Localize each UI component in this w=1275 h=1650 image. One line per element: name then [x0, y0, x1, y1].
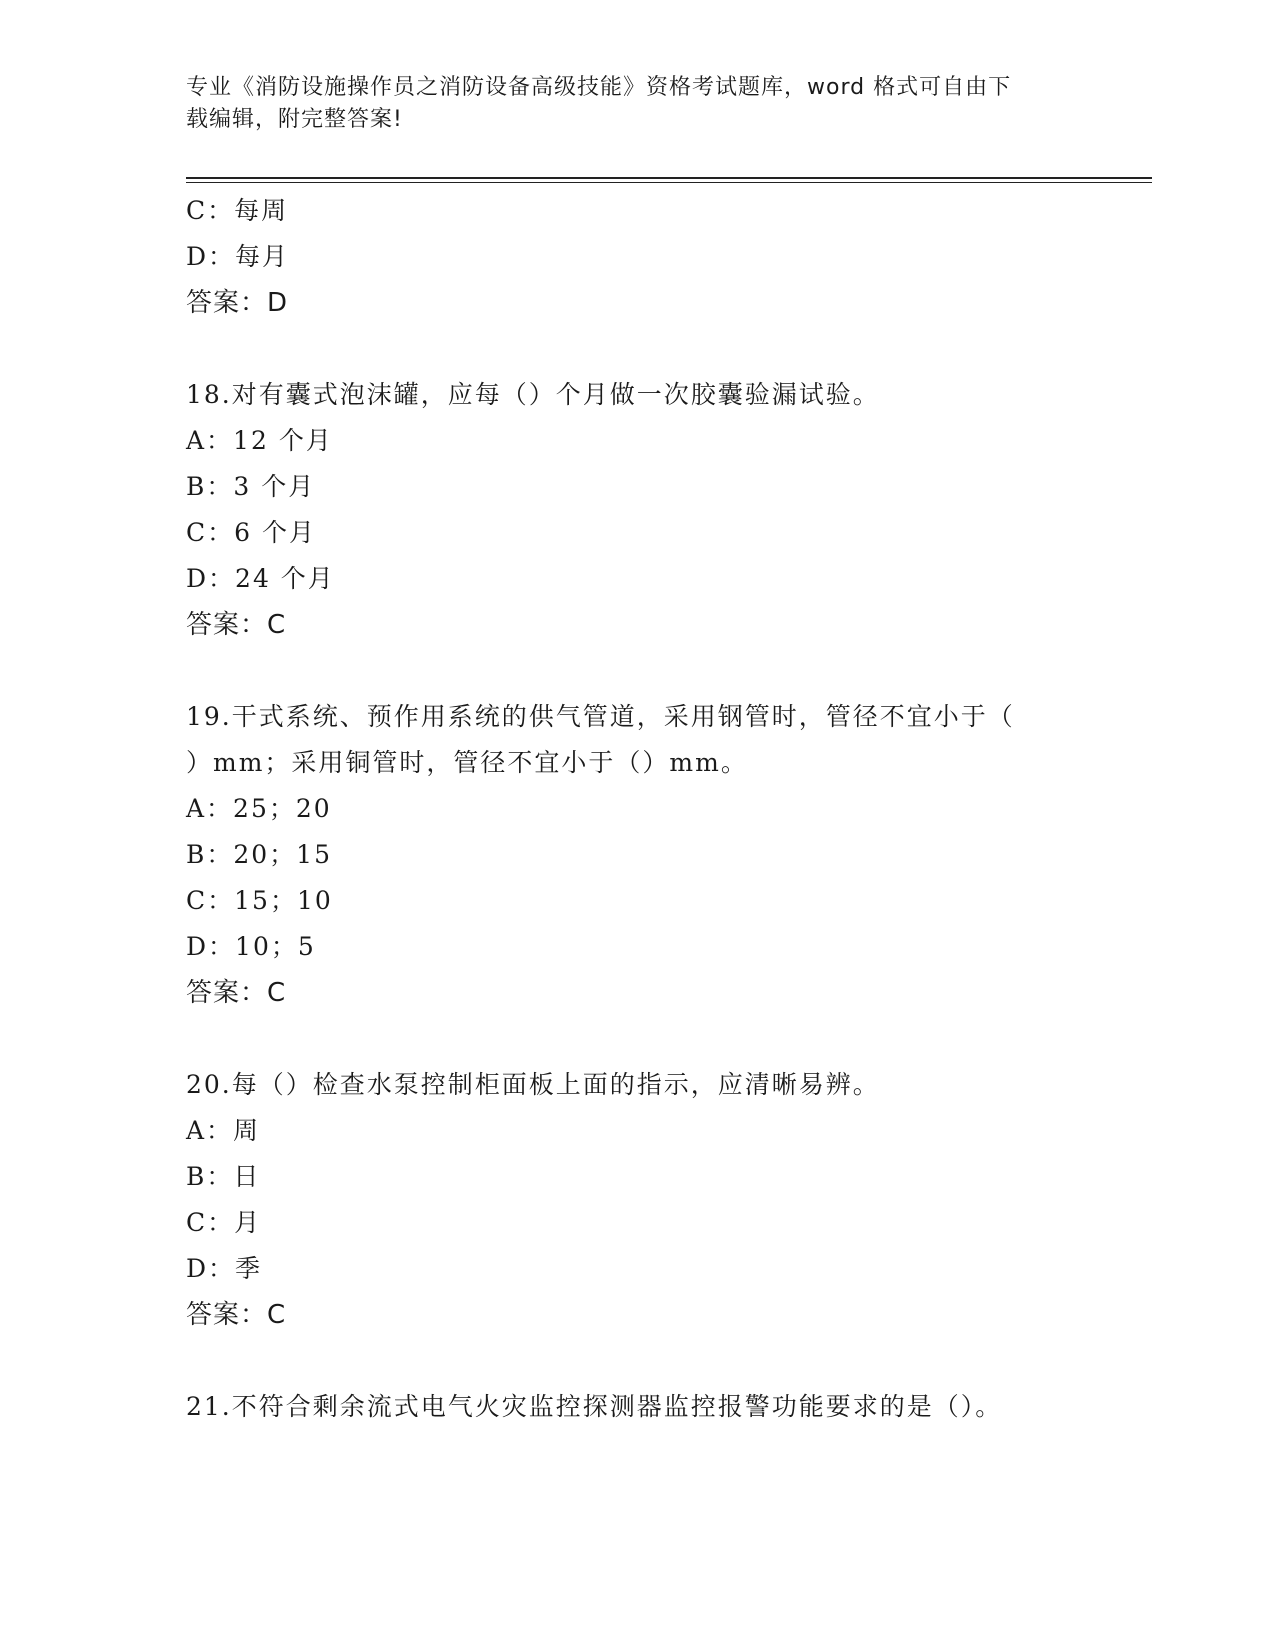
question-text-line-2: ）mm；采用铜管时，管径不宜小于（）mm。	[186, 748, 748, 777]
option-d: D：每月	[186, 242, 290, 271]
option-a: A：12 个月	[186, 426, 333, 455]
answer: 答案：C	[186, 1300, 287, 1330]
option-c: C：15；10	[186, 886, 333, 915]
option-a: A：周	[186, 1116, 261, 1145]
option-d: D：24 个月	[186, 564, 335, 593]
question-text: 18.对有囊式泡沫罐，应每（）个月做一次胶囊验漏试验。	[186, 380, 880, 409]
option-c: C：月	[186, 1208, 262, 1237]
question-21	[186, 1384, 1146, 1430]
option-d: D：10；5	[186, 932, 316, 961]
option-c: C：每周	[186, 196, 289, 225]
question-17-tail	[186, 188, 1146, 326]
answer: 答案：C	[186, 610, 287, 640]
header-rule-thick	[186, 177, 1152, 179]
question-text: 21.不符合剩余流式电气火灾监控探测器监控报警功能要求的是（）。	[186, 1392, 1003, 1421]
answer: 答案：D	[186, 288, 289, 318]
option-d: D：季	[186, 1254, 263, 1283]
option-b: B：20；15	[186, 840, 332, 869]
question-text-line-1: 19.干式系统、预作用系统的供气管道，采用钢管时，管径不宜小于（	[186, 702, 1015, 731]
header-rule-thin	[186, 182, 1152, 183]
option-c: C：6 个月	[186, 518, 316, 547]
option-b: B：3 个月	[186, 472, 316, 501]
question-list	[186, 188, 1146, 1430]
question-19	[186, 694, 1146, 1016]
option-a: A：25；20	[186, 794, 332, 823]
header-line-1: 专业《消防设施操作员之消防设备高级技能》资格考试题库，word 格式可自由下	[186, 75, 1012, 100]
answer: 答案：C	[186, 978, 287, 1008]
document-header	[186, 72, 1086, 136]
option-b: B：日	[186, 1162, 261, 1191]
question-text: 20.每（）检查水泵控制柜面板上面的指示，应清晰易辨。	[186, 1070, 880, 1099]
question-18	[186, 372, 1146, 648]
header-line-2: 载编辑，附完整答案!	[186, 107, 403, 132]
question-20	[186, 1062, 1146, 1338]
